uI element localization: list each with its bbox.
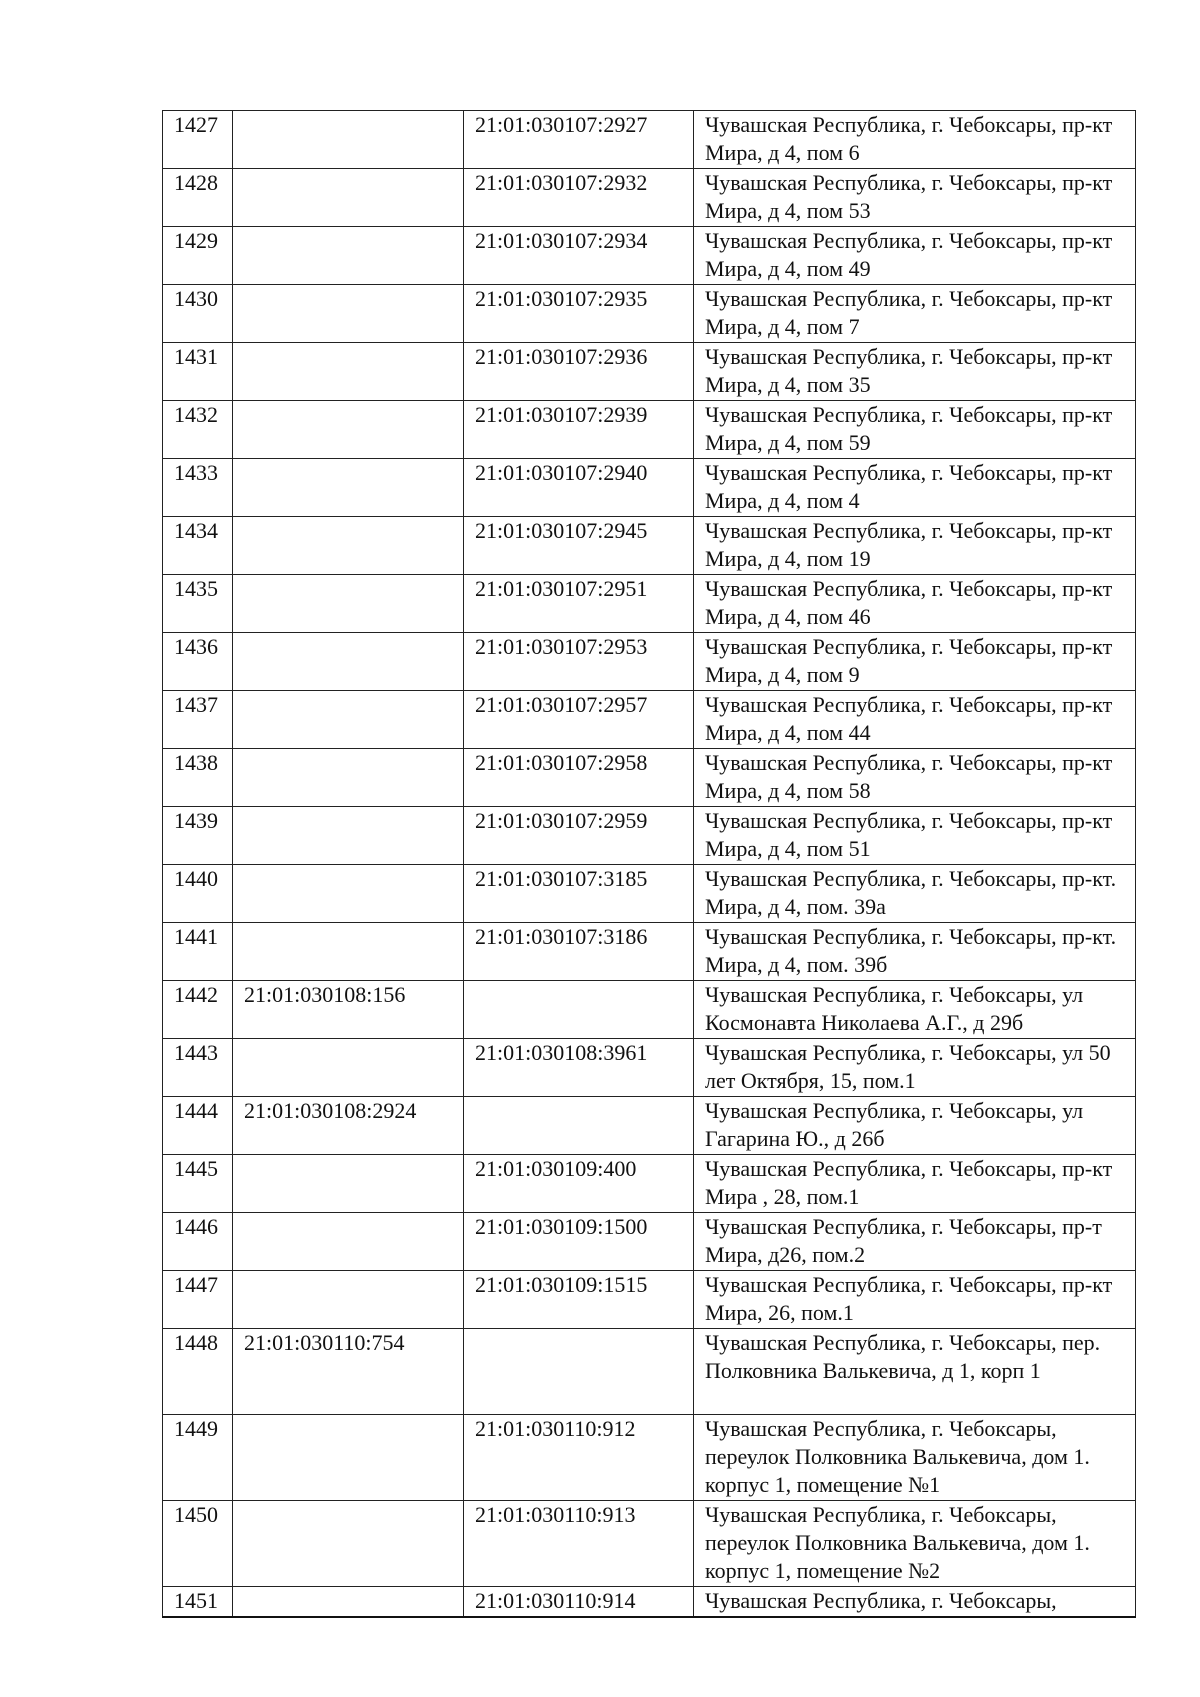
row-number-cell: 1446 <box>163 1213 233 1271</box>
row-number-cell: 1432 <box>163 401 233 459</box>
object-cadastral-number-cell: 21:01:030107:3185 <box>464 865 694 923</box>
table-row <box>163 111 1136 169</box>
row-number-cell: 1439 <box>163 807 233 865</box>
row-number-cell: 1433 <box>163 459 233 517</box>
land-cadastral-number-cell <box>233 865 464 923</box>
address-cell: Чувашская Республика, г. Чебоксары, пр-кт Мира, д 4, пом 7 <box>694 285 1136 343</box>
land-cadastral-number-cell: 21:01:030110:754 <box>233 1329 464 1415</box>
object-cadastral-number-cell: 21:01:030107:2951 <box>464 575 694 633</box>
address-cell: Чувашская Республика, г. Чебоксары, пер. Полковника Валькевича, д 1, корп 1 <box>694 1329 1136 1415</box>
object-cadastral-number-cell <box>464 981 694 1039</box>
address-cell: Чувашская Республика, г. Чебоксары, пр-кт Мира, д 4, пом 6 <box>694 111 1136 169</box>
row-number-cell: 1451 <box>163 1587 233 1618</box>
table-row <box>163 459 1136 517</box>
address-cell: Чувашская Республика, г. Чебоксары, пр-кт. Мира, д 4, пом. 39а <box>694 865 1136 923</box>
land-cadastral-number-cell <box>233 691 464 749</box>
object-cadastral-number-cell: 21:01:030107:2934 <box>464 227 694 285</box>
address-cell: Чувашская Республика, г. Чебоксары, пр-кт Мира, д 4, пом 44 <box>694 691 1136 749</box>
table-row <box>163 227 1136 285</box>
table-row <box>163 1271 1136 1329</box>
table-row <box>163 981 1136 1039</box>
address-cell: Чувашская Республика, г. Чебоксары, пр-кт Мира, д 4, пом 53 <box>694 169 1136 227</box>
address-cell: Чувашская Республика, г. Чебоксары, переулок Полковника Валькевича, дом 1. корпус 1, помещение №2 <box>694 1501 1136 1587</box>
address-cell: Чувашская Республика, г. Чебоксары, пр-кт Мира, 26, пом.1 <box>694 1271 1136 1329</box>
table-row <box>163 401 1136 459</box>
row-number-cell: 1450 <box>163 1501 233 1587</box>
land-cadastral-number-cell <box>233 1587 464 1618</box>
table-row <box>163 1039 1136 1097</box>
address-cell: Чувашская Республика, г. Чебоксары, ул Космонавта Николаева А.Г., д 29б <box>694 981 1136 1039</box>
land-cadastral-number-cell <box>233 1501 464 1587</box>
table-row <box>163 633 1136 691</box>
table-row <box>163 1213 1136 1271</box>
registry-table <box>162 110 1136 1618</box>
address-cell: Чувашская Республика, г. Чебоксары, пр-кт Мира, д 4, пом 4 <box>694 459 1136 517</box>
address-cell: Чувашская Республика, г. Чебоксары, пр-кт Мира, д 4, пом 35 <box>694 343 1136 401</box>
table-row <box>163 1155 1136 1213</box>
row-number-cell: 1448 <box>163 1329 233 1415</box>
object-cadastral-number-cell: 21:01:030110:914 <box>464 1587 694 1618</box>
object-cadastral-number-cell <box>464 1329 694 1415</box>
address-cell: Чувашская Республика, г. Чебоксары, переулок Полковника Валькевича, дом 1. корпус 1, помещение №1 <box>694 1415 1136 1501</box>
address-cell: Чувашская Республика, г. Чебоксары, пр-т Мира, д26, пом.2 <box>694 1213 1136 1271</box>
land-cadastral-number-cell <box>233 749 464 807</box>
row-number-cell: 1429 <box>163 227 233 285</box>
table-row <box>163 691 1136 749</box>
object-cadastral-number-cell: 21:01:030107:2939 <box>464 401 694 459</box>
land-cadastral-number-cell <box>233 1155 464 1213</box>
object-cadastral-number-cell <box>464 1097 694 1155</box>
row-number-cell: 1440 <box>163 865 233 923</box>
address-cell: Чувашская Республика, г. Чебоксары, пр-кт Мира, д 4, пом 9 <box>694 633 1136 691</box>
object-cadastral-number-cell: 21:01:030107:2940 <box>464 459 694 517</box>
land-cadastral-number-cell <box>233 111 464 169</box>
land-cadastral-number-cell <box>233 633 464 691</box>
address-cell: Чувашская Республика, г. Чебоксары, ул 50 лет Октября, 15, пом.1 <box>694 1039 1136 1097</box>
table-row <box>163 807 1136 865</box>
table-row <box>163 575 1136 633</box>
table-row <box>163 169 1136 227</box>
address-cell: Чувашская Республика, г. Чебоксары, пр-кт Мира , 28, пом.1 <box>694 1155 1136 1213</box>
land-cadastral-number-cell <box>233 1415 464 1501</box>
table-row <box>163 343 1136 401</box>
land-cadastral-number-cell <box>233 285 464 343</box>
address-cell: Чувашская Республика, г. Чебоксары, пр-кт Мира, д 4, пом 46 <box>694 575 1136 633</box>
object-cadastral-number-cell: 21:01:030108:3961 <box>464 1039 694 1097</box>
object-cadastral-number-cell: 21:01:030110:913 <box>464 1501 694 1587</box>
row-number-cell: 1437 <box>163 691 233 749</box>
table-row <box>163 1587 1136 1618</box>
land-cadastral-number-cell <box>233 517 464 575</box>
row-number-cell: 1430 <box>163 285 233 343</box>
object-cadastral-number-cell: 21:01:030109:400 <box>464 1155 694 1213</box>
object-cadastral-number-cell: 21:01:030110:912 <box>464 1415 694 1501</box>
row-number-cell: 1444 <box>163 1097 233 1155</box>
table-row <box>163 865 1136 923</box>
table-row <box>163 749 1136 807</box>
row-number-cell: 1428 <box>163 169 233 227</box>
row-number-cell: 1438 <box>163 749 233 807</box>
object-cadastral-number-cell: 21:01:030107:2945 <box>464 517 694 575</box>
row-number-cell: 1449 <box>163 1415 233 1501</box>
address-cell: Чувашская Республика, г. Чебоксары, <box>694 1587 1136 1618</box>
row-number-cell: 1442 <box>163 981 233 1039</box>
land-cadastral-number-cell <box>233 575 464 633</box>
registry-table-body <box>163 111 1136 1618</box>
land-cadastral-number-cell <box>233 1213 464 1271</box>
land-cadastral-number-cell <box>233 227 464 285</box>
table-row <box>163 1415 1136 1501</box>
object-cadastral-number-cell: 21:01:030107:2927 <box>464 111 694 169</box>
row-number-cell: 1431 <box>163 343 233 401</box>
land-cadastral-number-cell <box>233 807 464 865</box>
table-row <box>163 1501 1136 1587</box>
object-cadastral-number-cell: 21:01:030109:1515 <box>464 1271 694 1329</box>
table-row <box>163 1329 1136 1415</box>
row-number-cell: 1434 <box>163 517 233 575</box>
table-row <box>163 923 1136 981</box>
land-cadastral-number-cell <box>233 401 464 459</box>
address-cell: Чувашская Республика, г. Чебоксары, пр-кт Мира, д 4, пом 19 <box>694 517 1136 575</box>
object-cadastral-number-cell: 21:01:030107:2932 <box>464 169 694 227</box>
object-cadastral-number-cell: 21:01:030107:3186 <box>464 923 694 981</box>
row-number-cell: 1435 <box>163 575 233 633</box>
row-number-cell: 1436 <box>163 633 233 691</box>
object-cadastral-number-cell: 21:01:030109:1500 <box>464 1213 694 1271</box>
table-row <box>163 285 1136 343</box>
object-cadastral-number-cell: 21:01:030107:2959 <box>464 807 694 865</box>
address-cell: Чувашская Республика, г. Чебоксары, пр-кт Мира, д 4, пом 58 <box>694 749 1136 807</box>
address-cell: Чувашская Республика, г. Чебоксары, пр-кт Мира, д 4, пом 49 <box>694 227 1136 285</box>
land-cadastral-number-cell: 21:01:030108:156 <box>233 981 464 1039</box>
row-number-cell: 1445 <box>163 1155 233 1213</box>
row-number-cell: 1447 <box>163 1271 233 1329</box>
object-cadastral-number-cell: 21:01:030107:2936 <box>464 343 694 401</box>
address-cell: Чувашская Республика, г. Чебоксары, пр-кт Мира, д 4, пом 51 <box>694 807 1136 865</box>
land-cadastral-number-cell <box>233 1039 464 1097</box>
table-row <box>163 1097 1136 1155</box>
object-cadastral-number-cell: 21:01:030107:2957 <box>464 691 694 749</box>
address-cell: Чувашская Республика, г. Чебоксары, пр-кт Мира, д 4, пом 59 <box>694 401 1136 459</box>
object-cadastral-number-cell: 21:01:030107:2958 <box>464 749 694 807</box>
row-number-cell: 1427 <box>163 111 233 169</box>
address-cell: Чувашская Республика, г. Чебоксары, пр-кт. Мира, д 4, пом. 39б <box>694 923 1136 981</box>
object-cadastral-number-cell: 21:01:030107:2935 <box>464 285 694 343</box>
object-cadastral-number-cell: 21:01:030107:2953 <box>464 633 694 691</box>
land-cadastral-number-cell: 21:01:030108:2924 <box>233 1097 464 1155</box>
land-cadastral-number-cell <box>233 343 464 401</box>
land-cadastral-number-cell <box>233 169 464 227</box>
land-cadastral-number-cell <box>233 923 464 981</box>
table-row <box>163 517 1136 575</box>
address-cell: Чувашская Республика, г. Чебоксары, ул Гагарина Ю., д 26б <box>694 1097 1136 1155</box>
land-cadastral-number-cell <box>233 459 464 517</box>
row-number-cell: 1443 <box>163 1039 233 1097</box>
land-cadastral-number-cell <box>233 1271 464 1329</box>
row-number-cell: 1441 <box>163 923 233 981</box>
